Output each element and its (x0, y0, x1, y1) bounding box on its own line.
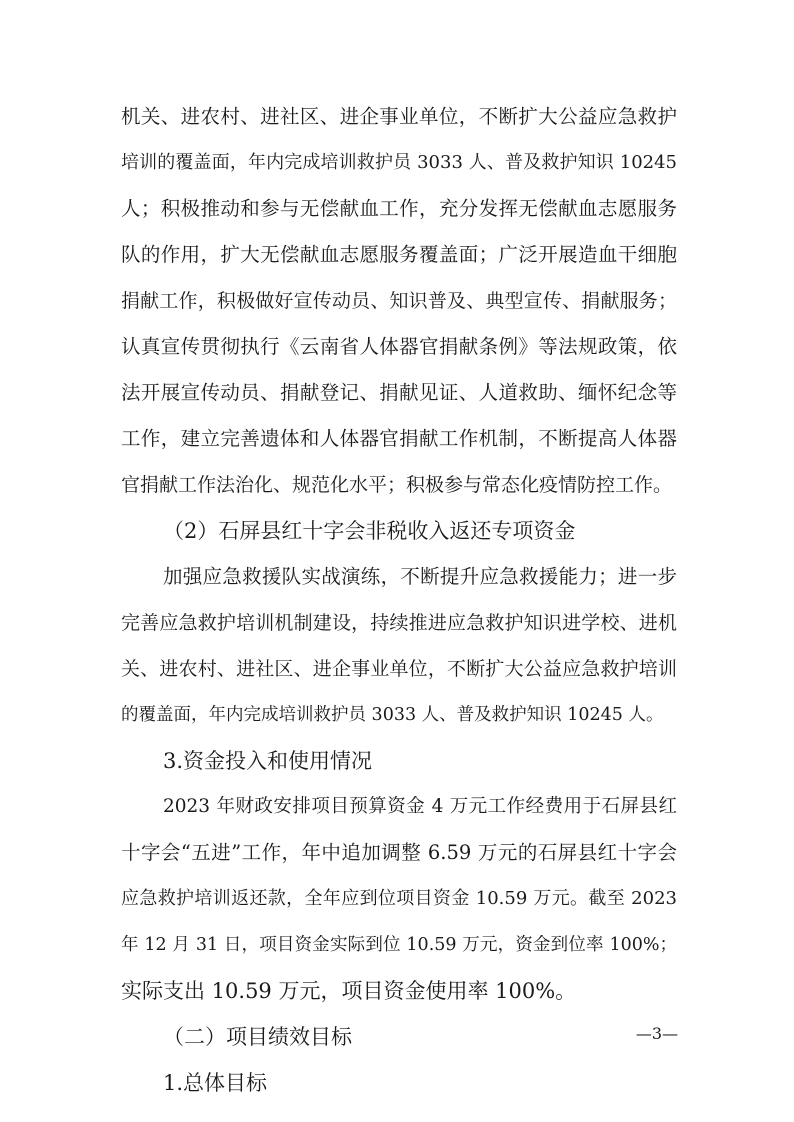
paragraph-line: 认真宣传贯彻执行《云南省人体器官捐献条例》等法规政策，依 (121, 335, 677, 358)
paragraph-line: 2023 年财政安排项目预算资金 4 万元工作经费用于石屏县红 (163, 796, 677, 817)
section-heading-4: （二）项目绩效目标 (163, 1025, 352, 1049)
paragraph-line: 的覆盖面，年内完成培训救护员 3033 人、普及救护知识 10245 人。 (121, 705, 664, 725)
section-heading-2: （2）石屏县红十字会非税收入返还专项资金 (163, 519, 576, 543)
paragraph-line: 法开展宣传动员、捐献登记、捐献见证、人道救助、缅怀纪念等 (121, 381, 677, 404)
paragraph-line: 完善应急救护培训机制建设，持续推进应急救护知识进学校、进机 (121, 612, 677, 634)
section-heading-3: 3.资金投入和使用情况 (163, 749, 373, 773)
paragraph-line: 工作，建立完善遗体和人体器官捐献工作机制，不断提高人体器 (121, 427, 677, 450)
paragraph-line: 培训的覆盖面，年内完成培训救护员 3033 人、普及救护知识 10245 (121, 152, 677, 173)
section-heading-5: 1.总体目标 (163, 1071, 268, 1095)
paragraph-line: 年 12 月 31 日，项目资金实际到位 10.59 万元，资金到位率 100%； (121, 935, 677, 955)
paragraph-line: 加强应急救援队实战演练，不断提升应急救援能力；进一步 (163, 565, 677, 588)
paragraph-line: 关、进农村、进社区、进企事业单位，不断扩大公益应急救护培训 (121, 658, 677, 680)
paragraph-line: 捐献工作，积极做好宣传动员、知识普及、典型宣传、捐献服务； (121, 290, 677, 312)
page-number: —3— (635, 1024, 678, 1043)
paragraph-line: 人；积极推动和参与无偿献血工作，充分发挥无偿献血志愿服务 (121, 197, 677, 220)
paragraph-line: 应急救护培训返还款，全年应到位项目资金 10.59 万元。截至 2023 (121, 888, 677, 909)
paragraph-line: 官捐献工作法治化、规范化水平；积极参与常态化疫情防控工作。 (121, 474, 673, 496)
paragraph-line: 十字会“五进”工作，年中追加调整 6.59 万元的石屏县红十字会 (121, 841, 677, 864)
paragraph-line: 队的作用，扩大无偿献血志愿服务覆盖面；广泛开展造血干细胞 (121, 243, 677, 266)
paragraph-line: 机关、进农村、进社区、进企事业单位，不断扩大公益应急救护 (121, 105, 677, 128)
paragraph-line: 实际支出 10.59 万元，项目资金使用率 100%。 (121, 979, 577, 1003)
